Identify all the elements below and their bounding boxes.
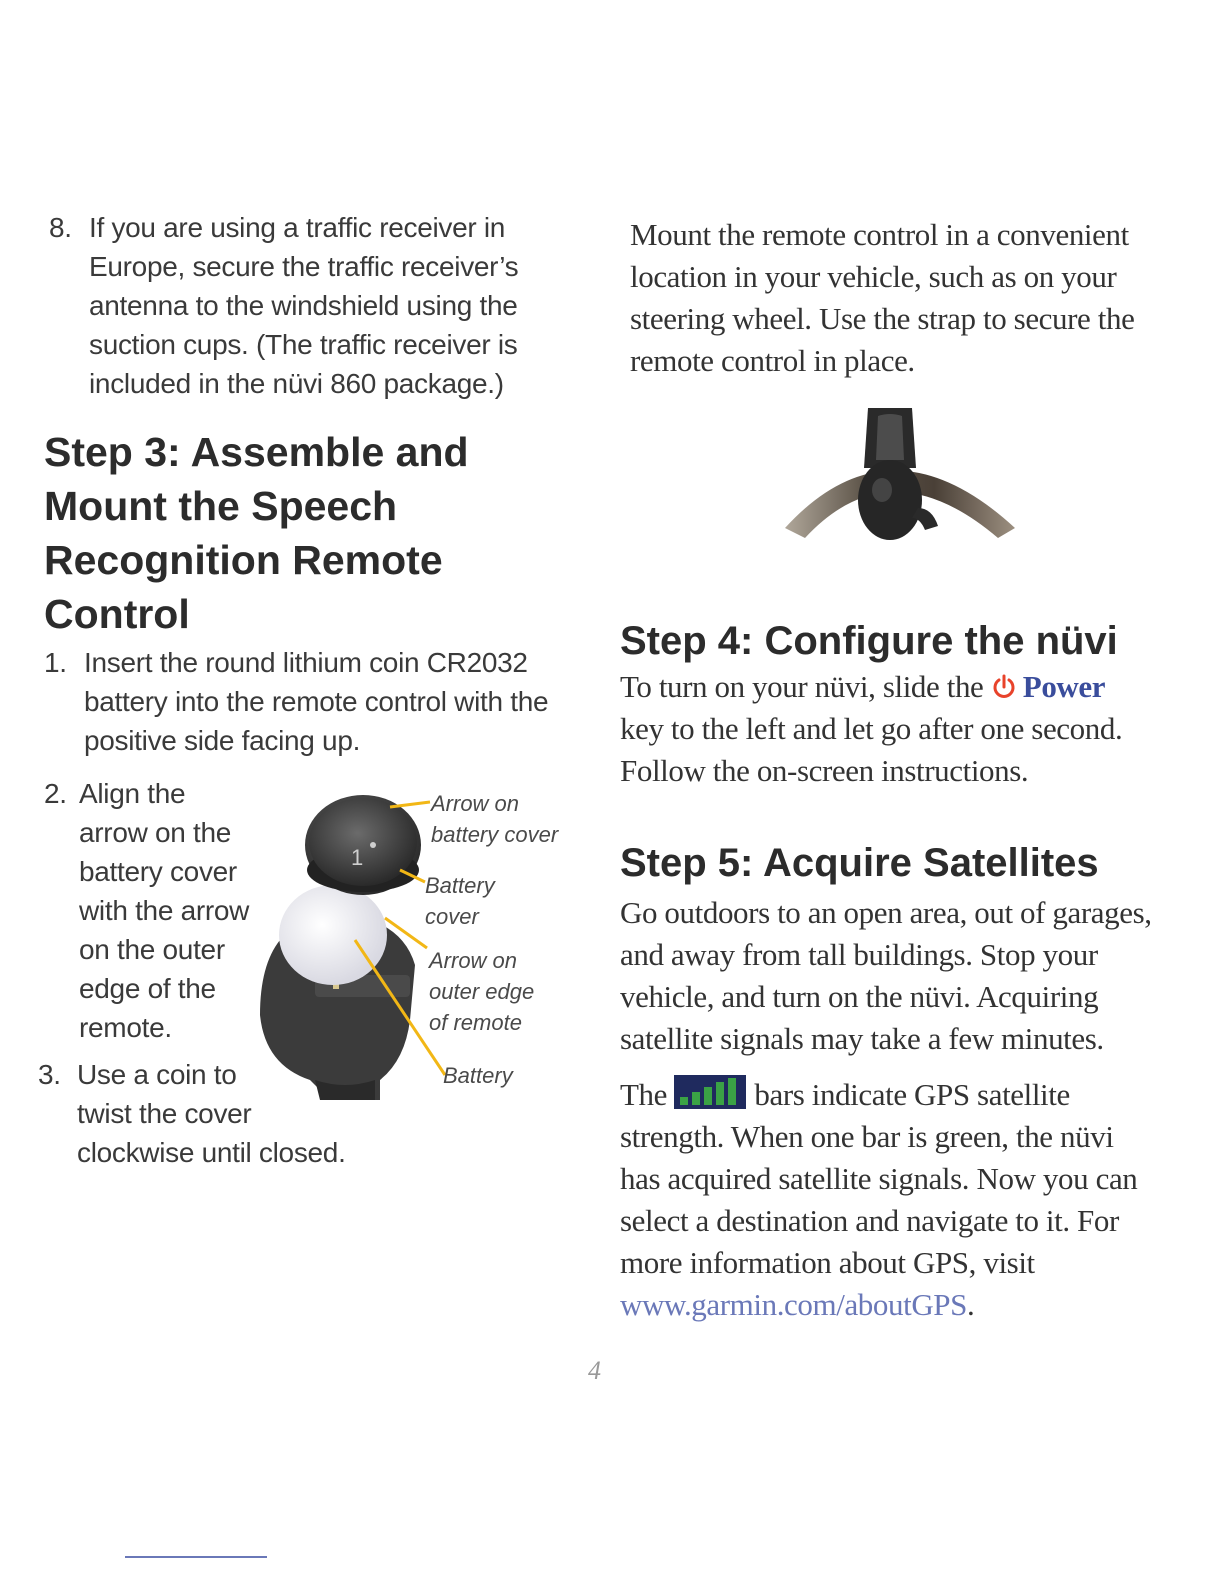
text-line: clockwise until closed.	[77, 1137, 346, 1168]
text-line: If you are using a traffic receiver in	[89, 212, 506, 243]
callout-arrow-on-battery-cover: Arrow on battery cover	[431, 791, 559, 847]
steering-wheel-image	[620, 408, 1180, 578]
text-line: Europe, secure the traffic receiver’s	[89, 251, 519, 282]
text-line: positive side facing up.	[84, 725, 361, 756]
step3-heading: Step 3: Assemble and Mount the Speech Recognition Remote Control	[44, 429, 469, 637]
footer-divider	[125, 1556, 267, 1558]
text-line: suction cups. (The traffic receiver is	[89, 329, 518, 360]
list-number: 1.	[44, 647, 67, 678]
text-line: with the arrow	[79, 895, 250, 926]
power-key-label: Power	[1022, 669, 1106, 704]
step5-paragraph-1: Go outdoors to an open area, out of garages, and away from tall buildings. Stop your vehicle, and turn on the nüvi. Acquiring satellite signals may take a few minutes.	[620, 895, 1152, 1056]
callout-arrow-on-outer-edge: Arrow on outer edge of remote	[429, 948, 535, 1035]
steering-wheel-remote-icon	[620, 408, 1180, 578]
step4-heading: Step 4: Configure the nüvi	[620, 619, 1118, 663]
text-line: battery cover	[79, 856, 237, 887]
list-number: 8.	[49, 212, 72, 243]
battery-illustration	[255, 790, 585, 1120]
text-line: twist the cover	[77, 1098, 252, 1129]
callout-battery-cover: Battery cover	[425, 873, 495, 929]
text-line: included in the nüvi 860 package.)	[89, 368, 504, 399]
callout-battery: Battery	[443, 1063, 513, 1088]
gps-signal-bars-icon	[674, 1075, 746, 1109]
step4-paragraph: To turn on your nüvi, slide the Power key to the left and let go after one second. Follow the on-screen instructions.	[620, 669, 1123, 788]
text-line: remote.	[79, 1012, 172, 1043]
text-line: Insert the round lithium coin CR2032	[84, 647, 528, 678]
text-line: arrow on the	[79, 817, 232, 848]
intro-paragraph: Mount the remote control in a convenient location in your vehicle, such as on your steering wheel. Use the strap to secure the remote control in place.	[630, 217, 1135, 378]
text-line: Align the	[79, 778, 186, 809]
list-number: 3.	[38, 1059, 61, 1090]
list-number: 2.	[44, 778, 67, 809]
step5-heading: Step 5: Acquire Satellites	[620, 841, 1099, 885]
power-icon	[991, 674, 1017, 700]
garmin-gps-link[interactable]: www.garmin.com/aboutGPS	[620, 1287, 967, 1322]
text-line: battery into the remote control with the	[84, 686, 549, 717]
text-line: edge of the	[79, 973, 216, 1004]
page-number: 4	[588, 1356, 601, 1385]
text-line: antenna to the windshield using the	[89, 290, 518, 321]
step5-paragraph-2: The bars indicate GPS satellite strength. When one bar is green, the nüvi has acquired satellite signals. Now you can select a destination and navigate to it. For more information about GPS, visit www.garmin.com/aboutGPS.	[620, 1077, 1138, 1322]
list-item-8	[49, 208, 574, 403]
text-line: Use a coin to	[77, 1059, 237, 1090]
right-column	[620, 214, 1180, 1326]
list-item-1	[44, 643, 574, 760]
text-line: on the outer	[79, 934, 225, 965]
svg-text:1: 1	[351, 845, 364, 870]
